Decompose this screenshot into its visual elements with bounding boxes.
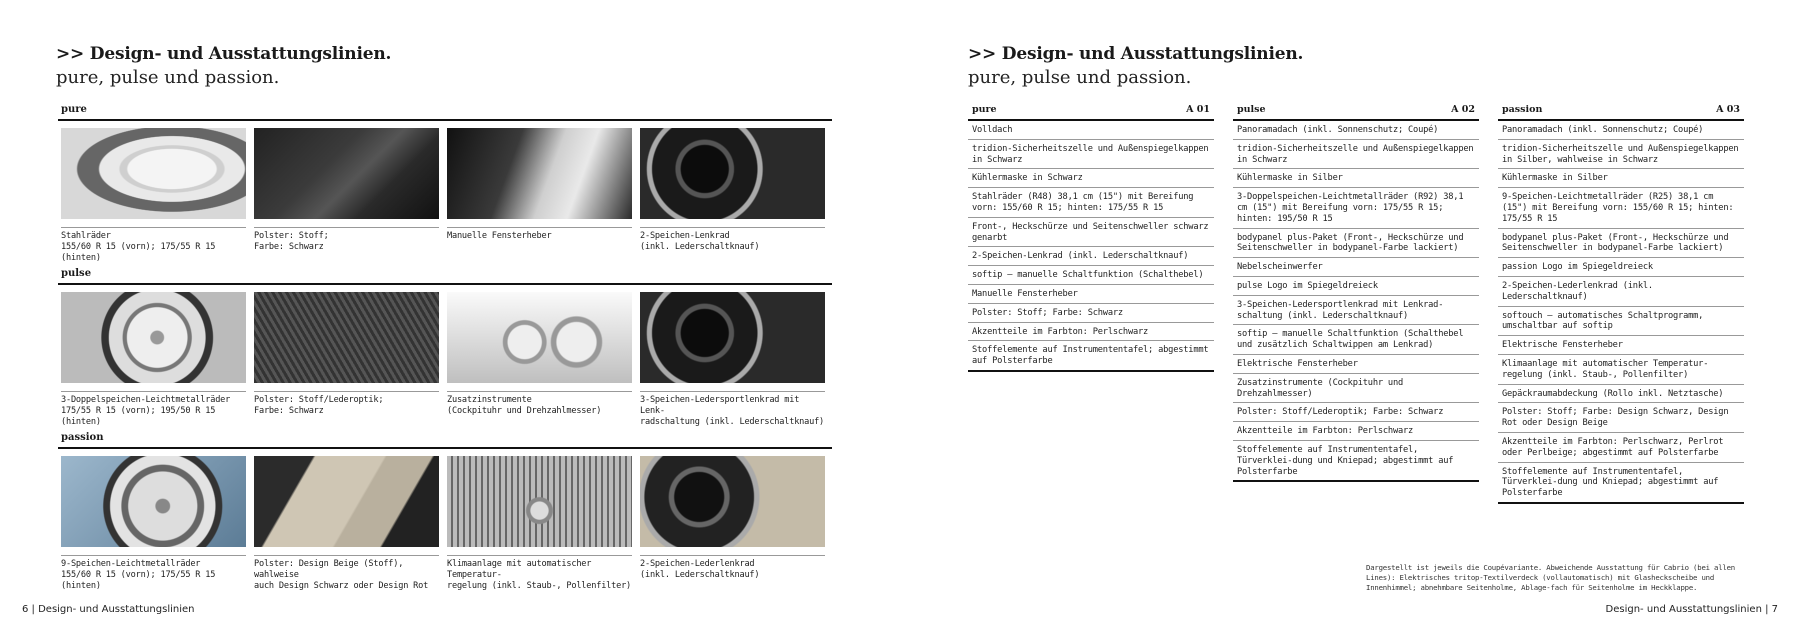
feature-card [61,292,246,428]
page-subtitle: pure, pulse und passion. [968,67,1192,88]
list-item: Kühlermaske in Schwarz [968,169,1214,188]
right-page-heading [968,44,1303,88]
line-code: A 01 [1186,104,1210,115]
feature-caption: 9-Speichen-Leichtmetallräder 155/60 R 15 (vorn); 175/55 R 15 (hinten) [61,559,216,591]
list-item: softouch – automatisches Schaltprogramm, umschaltbar auf softip [1498,307,1744,337]
list-item: Gepäckraumabdeckung (Rollo inkl. Netztasche) [1498,385,1744,404]
list-item: tridion-Sicherheitszelle und Außenspiegelkappen in Schwarz [968,140,1214,170]
page-title: >> Design- und Ausstattungslinien. [968,44,1304,64]
line-name: pulse [1237,104,1266,115]
list-item: Akzentteile im Farbton: Perlschwarz, Perlrot oder Perlbeige; abgestimmt auf Polsterfarbe [1498,433,1744,463]
section-pulse [58,268,832,428]
list-item: Polster: Stoff; Farbe: Design Schwarz, Design Rot oder Design Beige [1498,403,1744,433]
list-item: Akzentteile im Farbton: Perlschwarz [1233,422,1479,441]
auxiliary-gauges-photo [447,292,632,383]
feature-card [61,456,246,592]
climate-control-photo [447,456,632,547]
list-item: Panoramadach (inkl. Sonnenschutz; Coupé) [1498,121,1744,140]
page-footer-left: 6 | Design- und Ausstattungslinien [22,604,195,615]
section-pure [58,104,832,264]
feature-card [640,456,825,592]
list-item: 3-Speichen-Ledersportlenkrad mit Lenkrad-schaltung (inkl. Lederschaltknauf) [1233,296,1479,326]
feature-card [254,292,439,428]
section-passion [58,432,832,592]
list-item: Panoramadach (inkl. Sonnenschutz; Coupé) [1233,121,1479,140]
alloy-wheel-photo [61,292,246,383]
section-title: pulse [58,268,832,285]
list-item: Stoffelemente auf Instrumententafel, Türverklei-dung und Kniepad; abgestimmt auf Polsterfarbe [1233,441,1479,482]
equipment-list [968,121,1214,372]
column-header [1233,104,1479,121]
list-item: bodypanel plus-Paket (Front-, Heckschürze und Seitenschweller in bodypanel-Farbe lackiert) [1233,229,1479,259]
feature-card [254,456,439,592]
feature-caption: Klimaanlage mit automatischer Temperatur- regelung (inkl. Staub-, Pollenfilter) [447,559,632,591]
left-page-heading [56,44,391,88]
list-item: 2-Speichen-Lederlenkrad (inkl. Lederschaltknauf) [1498,277,1744,307]
page-subtitle: pure, pulse und passion. [56,67,280,88]
leather-steering-wheel-photo [640,456,825,547]
feature-card [254,128,439,264]
feature-caption: 2-Speichen-Lederlenkrad (inkl. Lederschaltknauf) [640,559,760,580]
list-item: Polster: Stoff; Farbe: Schwarz [968,304,1214,323]
list-item: Volldach [968,121,1214,140]
section-title: pure [58,104,832,121]
steering-wheel-photo [640,128,825,219]
window-crank-photo [447,128,632,219]
seat-fabric-photo [254,128,439,219]
feature-caption: 2-Speichen-Lenkrad (inkl. Lederschaltknauf) [640,231,760,252]
feature-card [447,292,632,428]
list-item: Polster: Stoff/Lederoptik; Farbe: Schwarz [1233,403,1479,422]
list-item: Stoffelemente auf Instrumententafel; abgestimmt auf Polsterfarbe [968,341,1214,372]
feature-caption: Manuelle Fensterheber [447,231,552,241]
page-footer-right: Design- und Ausstattungslinien | 7 [1605,604,1778,615]
list-item: Klimaanlage mit automatischer Temperatur-regelung (inkl. Staub-, Pollenfilter) [1498,355,1744,385]
line-name: passion [1502,104,1543,115]
list-item: Kühlermaske in Silber [1233,169,1479,188]
list-item: softip – manuelle Schaltfunktion (Schalthebel und zusätzlich Schaltwippen am Lenkrad) [1233,325,1479,355]
list-item: Kühlermaske in Silber [1498,169,1744,188]
equipment-list [1498,121,1744,504]
column-header [968,104,1214,121]
feature-caption: 3-Speichen-Ledersportlenkrad mit Lenk- radschaltung (inkl. Lederschaltknauf) [640,395,825,427]
seat-beige-photo [254,456,439,547]
line-code: A 02 [1451,104,1475,115]
list-item: Elektrische Fensterheber [1498,336,1744,355]
feature-caption: Polster: Design Beige (Stoff), wahlweise auch Design Schwarz oder Design Rot [254,559,429,591]
list-item: Manuelle Fensterheber [968,285,1214,304]
line-name: pure [972,104,997,115]
list-item: passion Logo im Spiegeldreieck [1498,258,1744,277]
page-title: >> Design- und Ausstattungslinien. [56,44,392,64]
equipment-column-passion [1498,104,1744,504]
list-item: Stahlräder (R48) 38,1 cm (15") mit Bereifung vorn: 155/60 R 15; hinten: 175/55 R 15 [968,188,1214,218]
feature-card [640,128,825,264]
feature-caption: Zusatzinstrumente (Cockpituhr und Drehzahlmesser) [447,395,602,416]
list-item: Elektrische Fensterheber [1233,355,1479,374]
list-item: tridion-Sicherheitszelle und Außenspiegelkappen in Silber, wahlweise in Schwarz [1498,140,1744,170]
equipment-column-pulse [1233,104,1479,482]
list-item: tridion-Sicherheitszelle und Außenspiegelkappen in Schwarz [1233,140,1479,170]
nine-spoke-wheel-photo [61,456,246,547]
list-item: Akzentteile im Farbton: Perlschwarz [968,323,1214,342]
list-item: 2-Speichen-Lenkrad (inkl. Lederschaltknauf) [968,247,1214,266]
feature-caption: Stahlräder 155/60 R 15 (vorn); 175/55 R 15 (hinten) [61,231,216,263]
feature-caption: Polster: Stoff/Lederoptik; Farbe: Schwarz [254,395,384,416]
list-item: Nebelscheinwerfer [1233,258,1479,277]
list-item: bodypanel plus-Paket (Front-, Heckschürze und Seitenschweller in bodypanel-Farbe lackiert) [1498,229,1744,259]
feature-caption: Polster: Stoff; Farbe: Schwarz [254,231,329,252]
list-item: pulse Logo im Spiegeldreieck [1233,277,1479,296]
equipment-column-pure [968,104,1214,372]
feature-caption: 3-Doppelspeichen-Leichtmetallräder 175/55 R 15 (vorn); 195/50 R 15 (hinten) [61,395,231,427]
steel-wheel-photo [61,128,246,219]
list-item: softip – manuelle Schaltfunktion (Schalthebel) [968,266,1214,285]
feature-card [447,128,632,264]
feature-card [640,292,825,428]
footnote: Dargestellt ist jeweils die Coupévariante. Abweichende Ausstattung für Cabrio (bei allen Lines): Elektrisches tritop-Textilverdeck (vollautomatisch) mit Glasheckscheibe und Innenhimmel; abnehmbare Seitenholme, Ablage-fach für Seitenholme im Heckklappe. [1366,563,1735,592]
feature-card [447,456,632,592]
list-item: Zusatzinstrumente (Cockpituhr und Drehzahlmesser) [1233,374,1479,404]
list-item: 9-Speichen-Leichtmetallräder (R25) 38,1 cm (15") mit Bereifung vorn: 155/60 R 15; hinten: 175/55 R 15 [1498,188,1744,228]
section-title: passion [58,432,832,449]
list-item: Front-, Heckschürze und Seitenschweller schwarz genarbt [968,218,1214,248]
list-item: Stoffelemente auf Instrumententafel, Türverklei-dung und Kniepad; abgestimmt auf Polsterfarbe [1498,463,1744,504]
equipment-list [1233,121,1479,482]
list-item: 3-Doppelspeichen-Leichtmetallräder (R92) 38,1 cm (15") mit Bereifung vorn: 175/55 R 15; hinten: 195/50 R 15 [1233,188,1479,228]
line-code: A 03 [1716,104,1740,115]
feature-card [61,128,246,264]
sport-steering-wheel-photo [640,292,825,383]
seat-leather-look-photo [254,292,439,383]
column-header [1498,104,1744,121]
